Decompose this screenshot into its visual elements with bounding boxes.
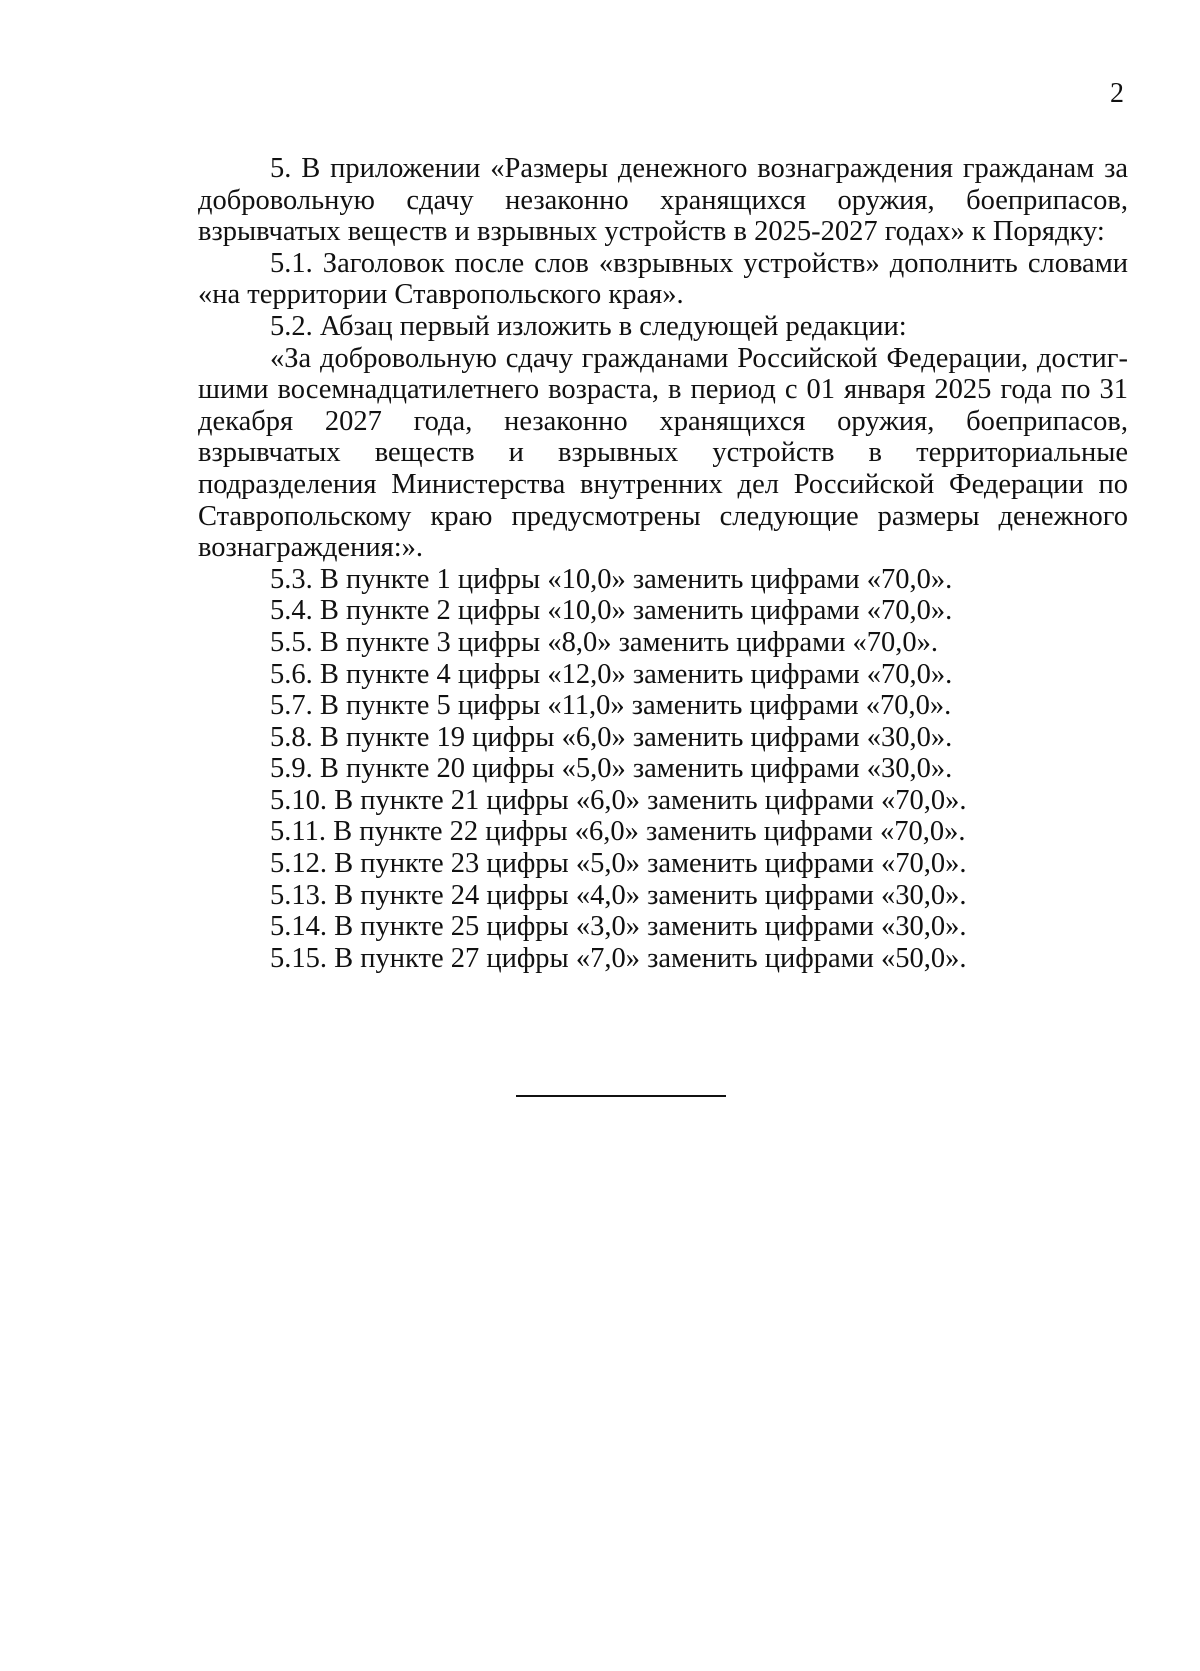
list-item: 5.15. В пункте 27 цифры «7,0» заменить цифрами «50,0». bbox=[270, 942, 967, 974]
list-item: 5.10. В пункте 21 цифры «6,0» заменить цифрами «70,0». bbox=[270, 784, 967, 816]
list-item: 5.4. В пункте 2 цифры «10,0» заменить цифрами «70,0». bbox=[270, 595, 953, 627]
list-item: 5.7. В пункте 5 цифры «11,0» заменить цифрами «70,0». bbox=[270, 690, 952, 722]
list-item: 5.8. В пункте 19 цифры «6,0» заменить цифрами «30,0». bbox=[270, 721, 953, 753]
end-divider-line bbox=[516, 1095, 726, 1097]
list-item: 5.5. В пункте 3 цифры «8,0» заменить цифрами «70,0». bbox=[270, 626, 939, 658]
paragraph-5-2: 5.2. Абзац первый изложить в следующей редакции: bbox=[270, 310, 907, 342]
paragraph-5: 5. В приложении «Размеры денежного вознаграждения гражданам за добровольную сдачу незаконно хранящихся оружия, боеприпасов, взрывчатых веществ и взрывных устройств в 2025-2027 годах» к Порядку: bbox=[198, 153, 1128, 248]
page-number: 2 bbox=[1110, 78, 1124, 109]
list-item: 5.13. В пункте 24 цифры «4,0» заменить цифрами «30,0». bbox=[270, 879, 967, 911]
list-item: 5.6. В пункте 4 цифры «12,0» заменить цифрами «70,0». bbox=[270, 658, 953, 690]
list-item: 5.11. В пункте 22 цифры «6,0» заменить цифрами «70,0». bbox=[270, 816, 966, 848]
paragraph-5-2-quote: «За добровольную сдачу гражданами Российской Федерации, достигшими восемнадцатилетнего возраста, в период с 01 января 2025 года по 31 декабря 2027 года, незаконно хранящихся оружия, боеприпасов, взрывчатых веществ и взрывных устройств в территориальные подразделения Министерства внутренних дел Российской Федерации по Ставропольскому краю предусмотрены следующие размеры денежного вознаграждения:». bbox=[198, 342, 1128, 564]
list-item: 5.12. В пункте 23 цифры «5,0» заменить цифрами «70,0». bbox=[270, 848, 967, 880]
paragraph-5-1: 5.1. Заголовок после слов «взрывных устройств» дополнить словами «на территории Ставропольского края». bbox=[198, 247, 1128, 311]
list-item: 5.9. В пункте 20 цифры «5,0» заменить цифрами «30,0». bbox=[270, 753, 953, 785]
list-item: 5.3. В пункте 1 цифры «10,0» заменить цифрами «70,0». bbox=[270, 563, 953, 595]
document-body bbox=[198, 153, 1128, 974]
list-item: 5.14. В пункте 25 цифры «3,0» заменить цифрами «30,0». bbox=[270, 911, 967, 943]
